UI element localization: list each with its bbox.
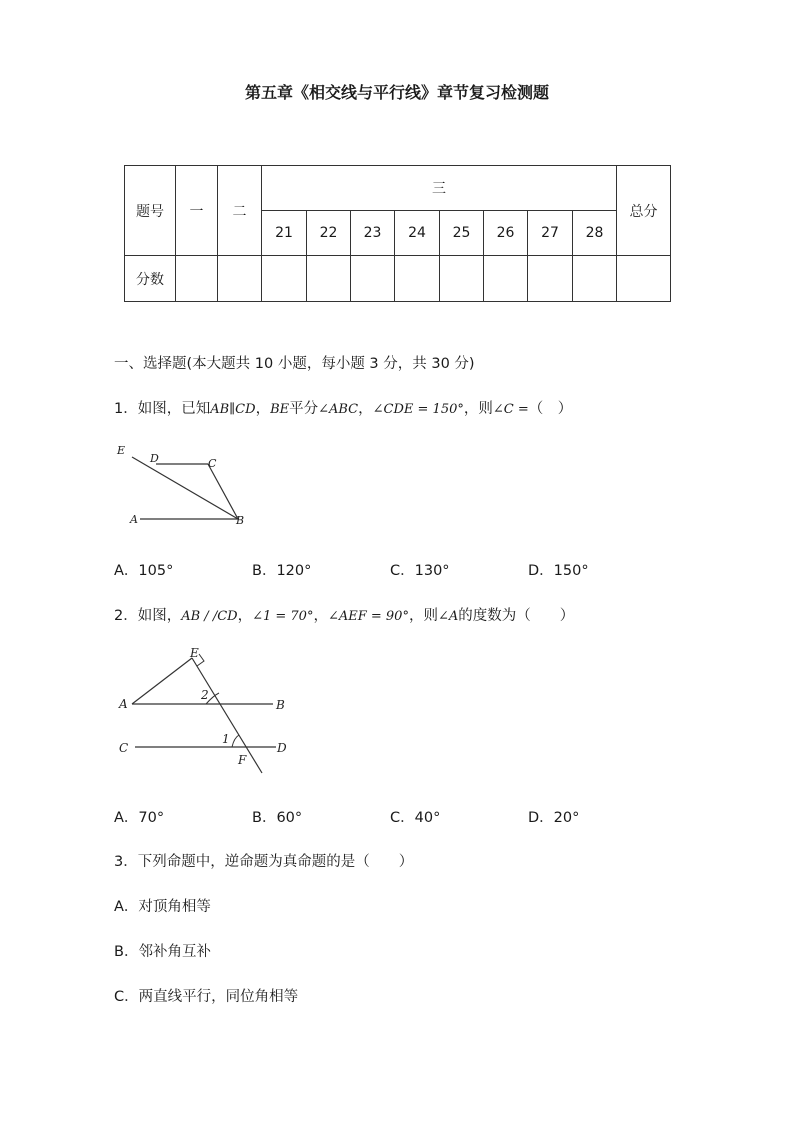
score-table-total: 总分 bbox=[617, 166, 671, 256]
q1-then: ，则 bbox=[463, 401, 493, 417]
question-2-stem bbox=[114, 604, 574, 625]
q1-label-a: A bbox=[130, 513, 138, 526]
score-table bbox=[124, 165, 671, 302]
q2-prefix: 2．如图， bbox=[114, 608, 182, 624]
score-table-sub-col: 26 bbox=[484, 211, 528, 256]
score-cell[interactable] bbox=[484, 256, 528, 302]
q2-angle-1: ∠1 = 70° bbox=[252, 609, 314, 624]
q2-sep2: ， bbox=[313, 608, 328, 624]
q1-label-d: D bbox=[150, 452, 159, 465]
score-cell[interactable] bbox=[307, 256, 351, 302]
q1-be: BE bbox=[270, 402, 290, 417]
score-cell[interactable] bbox=[351, 256, 395, 302]
score-table-header-label: 题号 bbox=[125, 166, 176, 256]
q2-option-a[interactable]: A．70° bbox=[114, 810, 165, 826]
q2-label-d: D bbox=[277, 741, 287, 755]
q2-label-c: C bbox=[119, 741, 129, 755]
score-cell[interactable] bbox=[395, 256, 440, 302]
q2-label-a: A bbox=[119, 697, 128, 711]
score-table-sub-col: 24 bbox=[395, 211, 440, 256]
q2-label-f: F bbox=[238, 753, 247, 767]
q2-option-c[interactable]: C．40° bbox=[390, 810, 441, 826]
q2-sep1: ， bbox=[237, 608, 253, 624]
q1-option-c[interactable]: C．130° bbox=[390, 563, 450, 579]
score-table-sub-col: 21 bbox=[262, 211, 307, 256]
q1-option-b[interactable]: B．120° bbox=[252, 563, 312, 579]
q1-ab-cd: AB∥CD bbox=[210, 402, 256, 417]
q2-label-b: B bbox=[276, 698, 285, 712]
score-table-sub-col: 25 bbox=[440, 211, 484, 256]
q1-option-d[interactable]: D．150° bbox=[528, 563, 589, 579]
q1-line-eb bbox=[132, 457, 238, 519]
q2-then: ，则 bbox=[408, 608, 438, 624]
q1-angle-cde: ∠CDE = 150° bbox=[372, 402, 464, 417]
score-table-col-3: 三 bbox=[262, 166, 617, 211]
q1-prefix: 1．如图，已知 bbox=[114, 401, 211, 417]
score-cell[interactable] bbox=[262, 256, 307, 302]
q1-bisect: 平分 bbox=[289, 401, 319, 417]
score-table-sub-col: 23 bbox=[351, 211, 395, 256]
q3-option-b[interactable]: B．邻补角互补 bbox=[114, 944, 211, 960]
q2-figure bbox=[110, 640, 300, 780]
q2-angle-1-arc bbox=[232, 735, 239, 747]
q1-option-a[interactable]: A．105° bbox=[114, 563, 174, 579]
q2-angle-a: ∠A bbox=[437, 609, 459, 624]
score-table-sub-col: 22 bbox=[307, 211, 351, 256]
q3-option-c[interactable]: C．两直线平行，同位角相等 bbox=[114, 989, 299, 1005]
q1-label-c: C bbox=[208, 457, 217, 470]
q2-label-2: 2 bbox=[201, 688, 209, 702]
q2-option-d[interactable]: D．20° bbox=[528, 810, 580, 826]
score-table-sub-col: 28 bbox=[573, 211, 617, 256]
section-heading: 一、选择题(本大题共 10 小题，每小题 3 分，共 30 分) bbox=[114, 356, 475, 372]
score-table-col-2: 二 bbox=[218, 166, 262, 256]
q1-label-b: B bbox=[236, 514, 245, 527]
q1-angle-c: ∠C = bbox=[492, 402, 529, 417]
q1-figure bbox=[110, 440, 270, 535]
score-cell[interactable] bbox=[176, 256, 218, 302]
q2-line-ef bbox=[192, 658, 262, 773]
question-3-stem: 3．下列命题中，逆命题为真命题的是（ ） bbox=[114, 854, 414, 870]
q2-option-b[interactable]: B．60° bbox=[252, 810, 303, 826]
q2-label-1: 1 bbox=[222, 732, 230, 746]
q1-sep1: ， bbox=[255, 401, 271, 417]
q2-line-ae bbox=[132, 658, 192, 704]
score-cell[interactable] bbox=[218, 256, 262, 302]
score-table-sub-col: 27 bbox=[528, 211, 573, 256]
question-1-stem bbox=[114, 397, 572, 418]
q3-option-a[interactable]: A．对顶角相等 bbox=[114, 899, 211, 915]
score-table-score-label: 分数 bbox=[125, 256, 176, 302]
q2-suffix: 的度数为（ ） bbox=[458, 608, 575, 624]
page-title: 第五章《相交线与平行线》章节复习检测题 bbox=[244, 83, 549, 102]
q1-blank: （ ） bbox=[528, 401, 573, 417]
score-table-col-1: 一 bbox=[176, 166, 218, 256]
q2-angle-aef: ∠AEF = 90° bbox=[327, 609, 409, 624]
q1-angle-abc: ∠ABC bbox=[318, 402, 359, 417]
score-cell[interactable] bbox=[440, 256, 484, 302]
score-cell[interactable] bbox=[573, 256, 617, 302]
q1-sep2: ， bbox=[358, 401, 373, 417]
q2-ab-cd: AB / /CD bbox=[181, 609, 238, 624]
score-cell[interactable] bbox=[528, 256, 573, 302]
q1-label-e: E bbox=[117, 444, 126, 457]
q2-label-e: E bbox=[190, 646, 199, 660]
score-cell[interactable] bbox=[617, 256, 671, 302]
